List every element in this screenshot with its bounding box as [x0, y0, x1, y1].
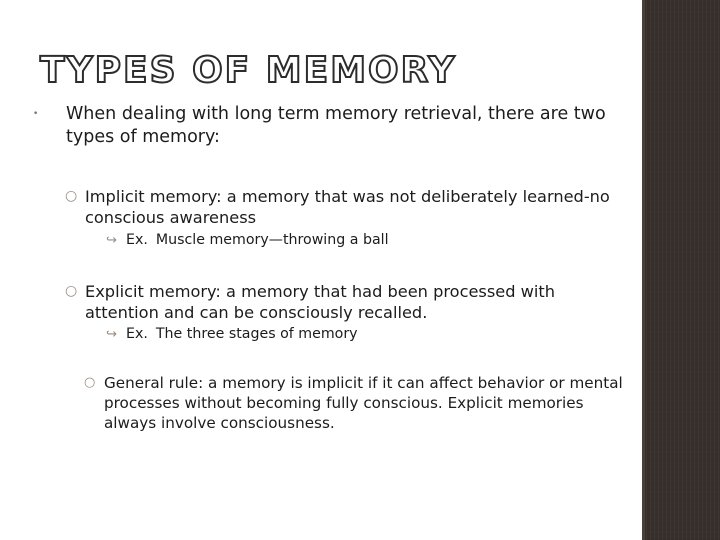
arrow-bullet-icon: ↪: [106, 327, 117, 342]
slide-title-text: TYPES OF MEMORY: [40, 50, 457, 91]
circle-bullet-icon: ○: [84, 375, 96, 390]
example-text: The three stages of memory: [155, 326, 358, 342]
bullet-implicit: [65, 186, 625, 228]
bullet-explicit-text: Explicit memory: a memory that had been processed with attention and can be consciously recalled.: [85, 282, 556, 322]
example-text: Muscle memory—throwing a ball: [155, 232, 389, 248]
small-dot-icon: •: [33, 109, 39, 119]
example-label: Ex.: [126, 232, 148, 248]
bullet-implicit-text: Implicit memory: a memory that was not deliberately learned-no conscious awareness: [85, 187, 610, 227]
example-label: Ex.: [126, 326, 148, 342]
sidebar-edge: [642, 0, 645, 540]
slide-title: [38, 44, 457, 91]
circle-bullet-icon: ○: [65, 283, 78, 299]
bullet-explicit-example: [106, 325, 606, 344]
bullet-general-rule: [84, 373, 624, 433]
decorative-sidebar: [642, 0, 720, 540]
bullet-intro: [33, 103, 623, 149]
arrow-bullet-icon: ↪: [106, 233, 117, 248]
bullet-implicit-example: [106, 231, 606, 250]
circle-bullet-icon: ○: [65, 188, 78, 204]
bullet-intro-text: When dealing with long term memory retrieval, there are two types of memory:: [66, 104, 606, 147]
bullet-explicit: [65, 281, 625, 323]
bullet-general-rule-text: General rule: a memory is implicit if it can affect behavior or mental processes without becoming fully conscious. Explicit memories always involve consciousness.: [104, 374, 623, 432]
